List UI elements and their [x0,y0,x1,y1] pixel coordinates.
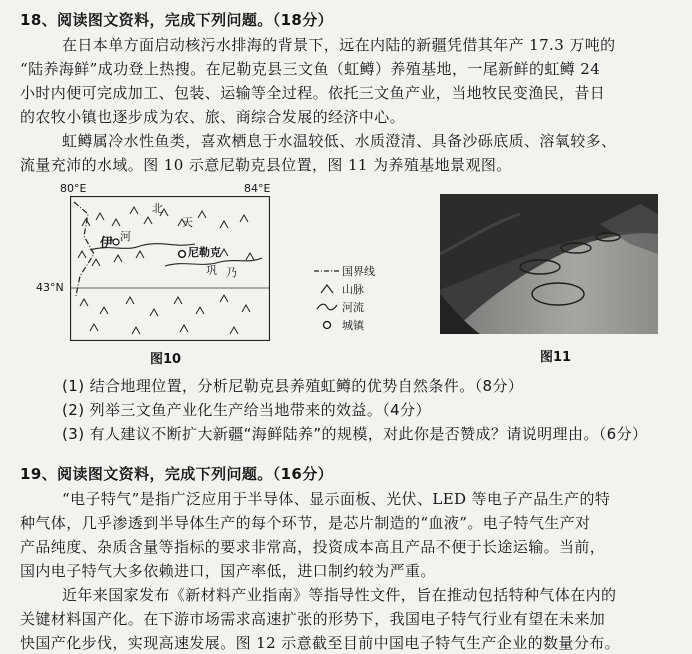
q18-p1-line3: 小时内便可完成加工、包装、运输等全过程。依托三文鱼产业，当地牧民变渔民，昔日 [20,84,606,102]
q19-p1-line2: 种气体，几乎渗透到半导体生产的每个环节，是芯片制造的“血液”。电子特气生产对 [20,514,591,532]
q19-p1-line3: 产品纯度、杂质含量等指标的要求非常高，投资成本高且产品不便于长途运输。当前， [20,538,606,556]
legend-border: 国界线 [342,265,375,278]
q18-subq-2: (2) 列举三文鱼产业化生产给当地带来的效益。（4分） [62,401,431,419]
q19-p2-line1: 近年来国家发布《新材料产业指南》等指导性文件，旨在推动包括特种气体在内的 [62,586,617,604]
q18-p1-line1: 在日本单方面启动核污水排海的背景下，远在内陆的新疆凭借其年产 17.3 万吨的 [62,36,616,54]
map-label-nai: 乃 [226,266,237,279]
q19-p2-line3: 快国产化步伐，实现高速发展。图 12 示意截至目前中国电子特气生产企业的数量分布。 [20,634,621,652]
q19-p1-line4: 国内电子特气大多依赖进口，国产率低，进口制约较为严重。 [20,562,436,580]
map-label-bei: 北 [152,202,163,215]
map-town-nileke: 尼勒克 [188,246,221,259]
q18-p1-line4: 的农牧小镇也逐步成为农、旅、商综合发展的经济中心。 [20,108,406,126]
q18-p1-line2: “陆养海鲜”成功登上热搜。在尼勒克县三文鱼（虹鳟）养殖基地，一尾新鲜的虹鳟 24 [20,60,601,78]
map-town-yi: 伊 [100,236,114,251]
q19-title: 19、阅读图文资料，完成下列问题。（16分） [20,465,334,483]
map-label-he: 河 [120,230,131,243]
legend-town: 城镇 [312,316,375,334]
q18-p2-line2: 流量充沛的水域。图 10 示意尼勒克县位置，图 11 为养殖基地景观图。 [20,156,512,174]
q18-title: 18、阅读图文资料，完成下列问题。（18分） [20,11,334,29]
figure-11-caption: 图11 [540,350,572,365]
map-label-tian: 天 [182,216,193,229]
map-label-gong: 巩 [206,264,217,277]
town-nileke-marker [179,251,186,258]
map-frame [71,197,270,341]
legend-river: 河流 [312,298,375,316]
map-lon-left: 80°E [60,182,87,195]
q18-subq-1: (1) 结合地理位置，分析尼勒克县养殖虹鳟的优势自然条件。（8分） [62,377,524,395]
town-yining-marker [113,239,119,245]
figure-10-map [70,196,270,341]
figure-10-caption: 图10 [150,352,182,367]
q19-p2-line2: 关键材料国产化。在下游市场需求高速扩张的形势下，我国电子特气行业有望在未来加 [20,610,606,628]
map-lat: 43°N [36,281,64,294]
q18-p2-line1: 虹鳟属冷水性鱼类，喜欢栖息于水温较低、水质澄清、具备沙砾底质、溶氧较多、 [62,132,617,150]
q19-p1-line1: “电子特气”是指广泛应用于半导体、显示面板、光伏、LED 等电子产品生产的特 [62,490,611,508]
map-legend [312,262,375,334]
map-lon-right: 84°E [244,182,271,195]
border-line [74,202,94,296]
q18-subq-3: (3) 有人建议不断扩大新疆“海鲜陆养”的规模，对此你是否赞成？请说明理由。（6分） [62,425,648,443]
figure-11-photo [440,194,658,334]
legend-mountain: 山脉 [312,280,375,298]
